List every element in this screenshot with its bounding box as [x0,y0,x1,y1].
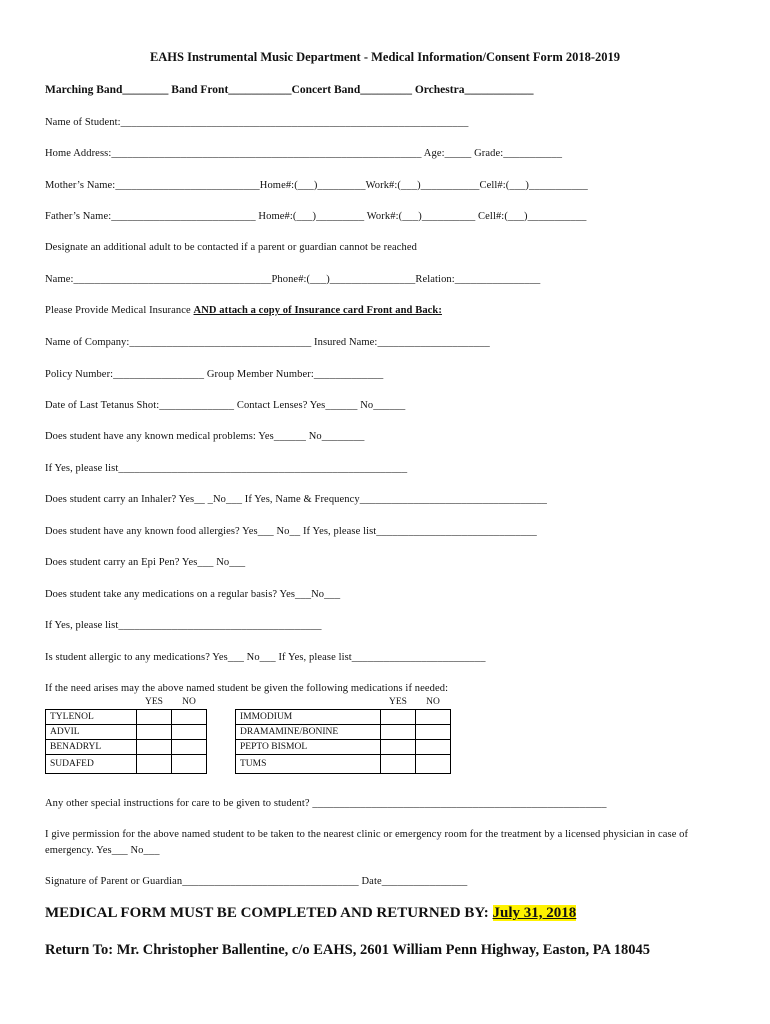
no-checkbox-cell[interactable] [172,755,207,774]
no-checkbox-cell[interactable] [172,740,207,755]
no-checkbox-cell[interactable] [416,740,451,755]
permission-statement: I give permission for the above named student to be taken to the nearest clinic or emergency room for the treatment by a licensed physician in case of [45,829,689,840]
medication-name: DRAMAMINE/BONINE [236,725,381,740]
insurance-instruction [45,305,442,316]
yes-checkbox-cell[interactable] [137,755,172,774]
tetanus-contacts-field[interactable]: Date of Last Tetanus Shot:______________ Contact Lenses? Yes______ No______ [45,400,406,411]
medication-name: ADVIL [46,725,137,740]
additional-contact-field[interactable]: Name:_____________________________________Phone#:(___)________________Relation:________________ [45,274,541,285]
no-checkbox-cell[interactable] [416,755,451,774]
medication-name: SUDAFED [46,755,137,774]
student-name-field[interactable]: Name of Student:_________________________________________________________________ [45,117,469,128]
deadline-date: July 31, 2018 [492,905,577,921]
yes-checkbox-cell[interactable] [381,710,416,725]
food-allergies-field[interactable]: Does student have any known food allergies? Yes___ No__ If Yes, please list______________________________ [45,526,537,537]
regular-medications-field[interactable]: Does student take any medications on a regular basis? Yes___No___ [45,589,341,600]
yes-header: YES [137,695,172,710]
deadline-text: MEDICAL FORM MUST BE COMPLETED AND RETURNED BY: [45,905,493,921]
no-checkbox-cell[interactable] [172,710,207,725]
yes-checkbox-cell[interactable] [381,725,416,740]
designate-adult-text: Designate an additional adult to be contacted if a parent or guardian cannot be reached [45,242,417,253]
medication-consent-table [45,695,451,774]
home-address-field[interactable]: Home Address:__________________________________________________________ Age:_____ Grade:___________ [45,148,563,159]
medication-name: PEPTO BISMOL [236,740,381,755]
medication-name: BENADRYL [46,740,137,755]
no-header: NO [172,695,207,710]
table-row [46,725,451,740]
mother-info-field[interactable]: Mother’s Name:___________________________Home#:(___)_________Work#:(___)___________Cell#:(___)___________ [45,180,588,191]
yes-checkbox-cell[interactable] [381,740,416,755]
yes-checkbox-cell[interactable] [137,740,172,755]
yes-checkbox-cell[interactable] [137,710,172,725]
medication-permission-text: If the need arises may the above named student be given the following medications if needed: [45,683,449,694]
medications-list-field[interactable]: If Yes, please list______________________________________ [45,620,322,631]
insurance-company-field[interactable]: Name of Company:__________________________________ Insured Name:_____________________ [45,337,490,348]
table-row [46,710,451,725]
no-checkbox-cell[interactable] [416,725,451,740]
medication-allergy-field[interactable]: Is student allergic to any medications? Yes___ No___ If Yes, please list_________________________ [45,652,486,663]
medication-name: IMMODIUM [236,710,381,725]
inhaler-field[interactable]: Does student carry an Inhaler? Yes__ _No___ If Yes, Name & Frequency___________________________________ [45,494,547,505]
no-header: NO [416,695,451,710]
emergency-permission-field[interactable]: emergency. Yes___ No___ [45,845,160,856]
yes-checkbox-cell[interactable] [381,755,416,774]
signature-date-field[interactable]: Signature of Parent or Guardian_________________________________ Date________________ [45,876,468,887]
insurance-instruction-prefix: Please Provide Medical Insurance [45,305,194,316]
table-row [46,740,451,755]
band-selection-line[interactable]: Marching Band________ Band Front___________Concert Band_________ Orchestra____________ [45,84,534,96]
no-checkbox-cell[interactable] [172,725,207,740]
insurance-instruction-emphasis: AND attach a copy of Insurance card Front and Back: [193,305,442,316]
special-instructions-field[interactable]: Any other special instructions for care to be given to student? _______________________________________________________ [45,798,607,809]
yes-checkbox-cell[interactable] [137,725,172,740]
return-address: Return To: Mr. Christopher Ballentine, c/o EAHS, 2601 William Penn Highway, Easton, PA 18045 [45,942,651,958]
policy-number-field[interactable]: Policy Number:_________________ Group Member Number:_____________ [45,369,384,380]
medical-problems-field[interactable]: Does student have any known medical problems: Yes______ No________ [45,431,365,442]
no-checkbox-cell[interactable] [416,710,451,725]
yes-header: YES [381,695,416,710]
medical-problems-list-field[interactable]: If Yes, please list______________________________________________________ [45,463,408,474]
medication-name: TUMS [236,755,381,774]
form-title: EAHS Instrumental Music Department - Medical Information/Consent Form 2018-2019 [149,50,621,64]
medication-name: TYLENOL [46,710,137,725]
father-info-field[interactable]: Father’s Name:___________________________ Home#:(___)_________ Work#:(___)__________ Cell#:(___)___________ [45,211,587,222]
epi-pen-field[interactable]: Does student carry an Epi Pen? Yes___ No___ [45,557,246,568]
table-row [46,755,451,774]
deadline-notice [45,905,576,922]
